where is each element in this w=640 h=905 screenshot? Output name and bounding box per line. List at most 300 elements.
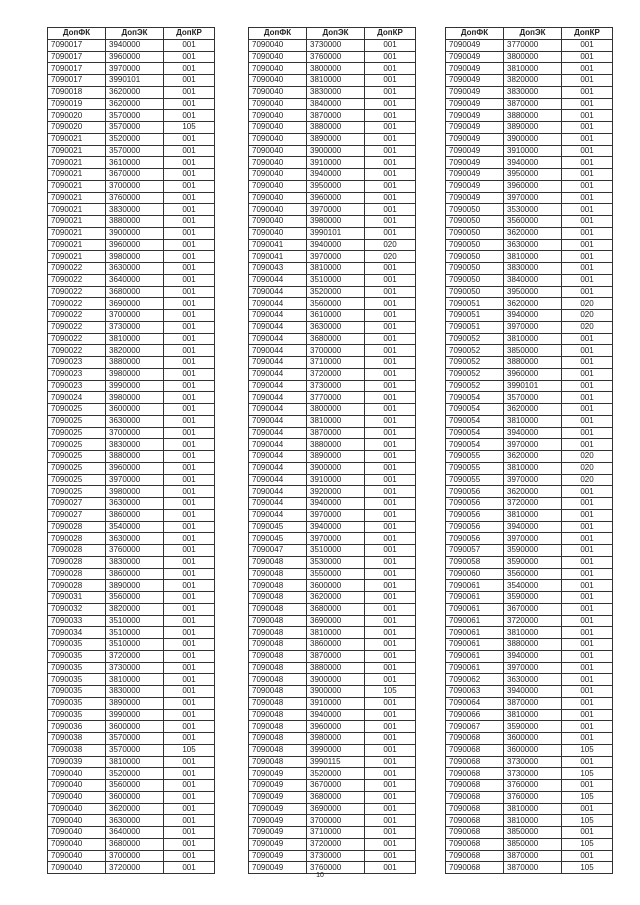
cell-dopfk: 7090044 [249, 474, 307, 486]
table-row [48, 521, 215, 533]
table-row [48, 380, 215, 392]
cell-dopkr: 001 [365, 157, 416, 169]
cell-dopek: 3620000 [307, 592, 365, 604]
table-row [249, 615, 416, 627]
cell-dopkr: 001 [365, 227, 416, 239]
cell-dopfk: 7090054 [446, 439, 504, 451]
header-row [249, 28, 416, 40]
table-row [48, 791, 215, 803]
cell-dopkr: 105 [164, 744, 215, 756]
table-row [446, 345, 613, 357]
cell-dopfk: 7090021 [48, 227, 106, 239]
cell-dopfk: 7090048 [249, 592, 307, 604]
cell-dopfk: 7090054 [446, 404, 504, 416]
cell-dopkr: 001 [164, 204, 215, 216]
cell-dopek: 3940000 [307, 169, 365, 181]
table-row [446, 368, 613, 380]
table-row [446, 592, 613, 604]
cell-dopek: 3810000 [504, 803, 562, 815]
cell-dopfk: 7090049 [446, 145, 504, 157]
cell-dopek: 3620000 [504, 486, 562, 498]
cell-dopkr: 001 [365, 815, 416, 827]
cell-dopfk: 7090040 [249, 98, 307, 110]
cell-dopek: 3600000 [106, 721, 164, 733]
cell-dopek: 3510000 [106, 627, 164, 639]
cell-dopek: 3870000 [307, 427, 365, 439]
cell-dopek: 3720000 [504, 615, 562, 627]
header-dopkr: ДопКР [365, 28, 416, 40]
table-row [48, 345, 215, 357]
cell-dopek: 3960000 [106, 462, 164, 474]
cell-dopek: 3970000 [307, 204, 365, 216]
cell-dopfk: 7090040 [48, 780, 106, 792]
table-row [249, 298, 416, 310]
cell-dopek: 3920000 [307, 486, 365, 498]
cell-dopfk: 7090063 [446, 686, 504, 698]
cell-dopek: 3990101 [307, 227, 365, 239]
table-row [48, 744, 215, 756]
cell-dopfk: 7090045 [249, 521, 307, 533]
cell-dopek: 3700000 [106, 180, 164, 192]
table-row [48, 686, 215, 698]
cell-dopfk: 7090040 [249, 63, 307, 75]
table-row [48, 850, 215, 862]
cell-dopek: 3670000 [307, 780, 365, 792]
table-row [446, 51, 613, 63]
table-row [446, 521, 613, 533]
cell-dopek: 3940000 [504, 157, 562, 169]
cell-dopkr: 001 [562, 827, 613, 839]
table-row [446, 662, 613, 674]
table-row [48, 75, 215, 87]
cell-dopek: 3940000 [106, 39, 164, 51]
cell-dopkr: 001 [562, 639, 613, 651]
cell-dopek: 3960000 [307, 721, 365, 733]
cell-dopfk: 7090025 [48, 486, 106, 498]
cell-dopfk: 7090052 [446, 345, 504, 357]
cell-dopkr: 001 [365, 498, 416, 510]
cell-dopkr: 001 [562, 345, 613, 357]
cell-dopfk: 7090061 [446, 650, 504, 662]
cell-dopkr: 001 [164, 216, 215, 228]
table-row [446, 545, 613, 557]
cell-dopek: 3900000 [307, 462, 365, 474]
cell-dopfk: 7090048 [249, 674, 307, 686]
cell-dopfk: 7090025 [48, 404, 106, 416]
cell-dopek: 3720000 [106, 862, 164, 874]
cell-dopek: 3900000 [504, 133, 562, 145]
cell-dopfk: 7090028 [48, 568, 106, 580]
cell-dopfk: 7090049 [446, 122, 504, 134]
cell-dopek: 3860000 [307, 639, 365, 651]
cell-dopkr: 001 [562, 169, 613, 181]
cell-dopkr: 105 [562, 862, 613, 874]
cell-dopkr: 001 [365, 533, 416, 545]
cell-dopkr: 001 [365, 204, 416, 216]
cell-dopek: 3720000 [106, 650, 164, 662]
table-row [249, 791, 416, 803]
cell-dopfk: 7090068 [446, 815, 504, 827]
cell-dopkr: 001 [164, 110, 215, 122]
cell-dopfk: 7090055 [446, 462, 504, 474]
cell-dopfk: 7090041 [249, 251, 307, 263]
cell-dopek: 3870000 [504, 697, 562, 709]
table-row [249, 838, 416, 850]
cell-dopkr: 001 [562, 227, 613, 239]
cell-dopkr: 001 [164, 639, 215, 651]
cell-dopek: 3970000 [106, 63, 164, 75]
cell-dopek: 3700000 [307, 815, 365, 827]
cell-dopfk: 7090021 [48, 180, 106, 192]
cell-dopkr: 001 [562, 509, 613, 521]
cell-dopek: 3950000 [504, 169, 562, 181]
cell-dopek: 3810000 [307, 263, 365, 275]
table-row [48, 392, 215, 404]
cell-dopfk: 7090040 [249, 216, 307, 228]
cell-dopek: 3730000 [504, 768, 562, 780]
cell-dopfk: 7090054 [446, 415, 504, 427]
cell-dopek: 3960000 [504, 180, 562, 192]
cell-dopek: 3860000 [106, 509, 164, 521]
cell-dopkr: 001 [164, 838, 215, 850]
table-row [48, 556, 215, 568]
cell-dopfk: 7090055 [446, 451, 504, 463]
cell-dopkr: 001 [562, 803, 613, 815]
cell-dopfk: 7090040 [249, 157, 307, 169]
cell-dopfk: 7090044 [249, 486, 307, 498]
cell-dopek: 3910000 [307, 157, 365, 169]
header-dopfk: ДопФК [446, 28, 504, 40]
cell-dopek: 3810000 [504, 251, 562, 263]
cell-dopek: 3830000 [307, 86, 365, 98]
table-row [249, 521, 416, 533]
cell-dopkr: 001 [562, 239, 613, 251]
cell-dopek: 3940000 [504, 521, 562, 533]
cell-dopkr: 020 [365, 251, 416, 263]
cell-dopkr: 001 [164, 486, 215, 498]
cell-dopkr: 001 [365, 439, 416, 451]
cell-dopfk: 7090044 [249, 321, 307, 333]
table-row [48, 110, 215, 122]
cell-dopek: 3900000 [307, 145, 365, 157]
cell-dopfk: 7090048 [249, 603, 307, 615]
cell-dopfk: 7090021 [48, 239, 106, 251]
cell-dopek: 3770000 [504, 39, 562, 51]
cell-dopfk: 7090049 [249, 827, 307, 839]
cell-dopek: 3940000 [307, 498, 365, 510]
cell-dopkr: 001 [164, 650, 215, 662]
table-row [446, 533, 613, 545]
table-row [48, 368, 215, 380]
table-row [48, 427, 215, 439]
cell-dopek: 3880000 [504, 639, 562, 651]
cell-dopkr: 001 [164, 415, 215, 427]
cell-dopek: 3510000 [106, 615, 164, 627]
table-row [446, 568, 613, 580]
cell-dopkr: 001 [562, 204, 613, 216]
cell-dopfk: 7090044 [249, 462, 307, 474]
cell-dopek: 3810000 [504, 815, 562, 827]
cell-dopfk: 7090027 [48, 509, 106, 521]
cell-dopek: 3810000 [106, 333, 164, 345]
cell-dopfk: 7090023 [48, 368, 106, 380]
cell-dopfk: 7090038 [48, 733, 106, 745]
table-row [48, 615, 215, 627]
cell-dopek: 3890000 [307, 451, 365, 463]
cell-dopkr: 001 [365, 768, 416, 780]
table-row [446, 427, 613, 439]
cell-dopfk: 7090049 [446, 86, 504, 98]
cell-dopkr: 001 [365, 368, 416, 380]
header-dopfk: ДопФК [249, 28, 307, 40]
cell-dopfk: 7090035 [48, 709, 106, 721]
cell-dopfk: 7090056 [446, 533, 504, 545]
cell-dopfk: 7090049 [446, 192, 504, 204]
cell-dopek: 3560000 [504, 216, 562, 228]
table-row [446, 251, 613, 263]
cell-dopkr: 001 [562, 427, 613, 439]
cell-dopfk: 7090033 [48, 615, 106, 627]
cell-dopkr: 001 [562, 415, 613, 427]
cell-dopfk: 7090048 [249, 756, 307, 768]
page-number: 10 [316, 872, 324, 879]
cell-dopfk: 7090049 [446, 98, 504, 110]
cell-dopek: 3520000 [307, 768, 365, 780]
cell-dopkr: 001 [562, 756, 613, 768]
cell-dopfk: 7090050 [446, 216, 504, 228]
table-row [48, 697, 215, 709]
cell-dopfk: 7090018 [48, 86, 106, 98]
cell-dopek: 3620000 [106, 803, 164, 815]
cell-dopek: 3900000 [307, 674, 365, 686]
cell-dopfk: 7090050 [446, 274, 504, 286]
cell-dopfk: 7090068 [446, 780, 504, 792]
cell-dopkr: 001 [164, 462, 215, 474]
cell-dopfk: 7090025 [48, 474, 106, 486]
cell-dopkr: 001 [365, 274, 416, 286]
table-row [249, 321, 416, 333]
cell-dopek: 3880000 [106, 357, 164, 369]
cell-dopfk: 7090044 [249, 427, 307, 439]
cell-dopkr: 001 [164, 333, 215, 345]
table-row [48, 627, 215, 639]
cell-dopek: 3950000 [307, 180, 365, 192]
cell-dopkr: 001 [365, 380, 416, 392]
cell-dopek: 3700000 [106, 427, 164, 439]
cell-dopfk: 7090066 [446, 709, 504, 721]
cell-dopkr: 001 [562, 392, 613, 404]
table-row [446, 451, 613, 463]
table-row [48, 86, 215, 98]
table-row [446, 639, 613, 651]
table-row [48, 415, 215, 427]
cell-dopkr: 001 [164, 239, 215, 251]
table-row [48, 733, 215, 745]
cell-dopfk: 7090049 [446, 39, 504, 51]
cell-dopkr: 001 [164, 580, 215, 592]
cell-dopkr: 001 [164, 592, 215, 604]
cell-dopfk: 7090044 [249, 380, 307, 392]
cell-dopfk: 7090017 [48, 39, 106, 51]
cell-dopfk: 7090049 [249, 862, 307, 874]
cell-dopek: 3910000 [307, 474, 365, 486]
table-row [48, 439, 215, 451]
cell-dopkr: 001 [562, 192, 613, 204]
table-row [249, 533, 416, 545]
cell-dopfk: 7090048 [249, 556, 307, 568]
table-row [249, 744, 416, 756]
cell-dopfk: 7090044 [249, 298, 307, 310]
cell-dopek: 3680000 [307, 333, 365, 345]
table-row [48, 333, 215, 345]
table-row [48, 310, 215, 322]
cell-dopfk: 7090054 [446, 427, 504, 439]
cell-dopkr: 001 [164, 392, 215, 404]
cell-dopfk: 7090021 [48, 169, 106, 181]
table-row [446, 768, 613, 780]
cell-dopkr: 001 [562, 274, 613, 286]
cell-dopfk: 7090035 [48, 639, 106, 651]
cell-dopkr: 001 [562, 721, 613, 733]
cell-dopkr: 001 [164, 768, 215, 780]
cell-dopfk: 7090044 [249, 310, 307, 322]
table-row [249, 98, 416, 110]
cell-dopfk: 7090044 [249, 392, 307, 404]
cell-dopfk: 7090049 [446, 157, 504, 169]
table-row [249, 509, 416, 521]
cell-dopkr: 001 [365, 780, 416, 792]
cell-dopfk: 7090068 [446, 768, 504, 780]
cell-dopkr: 001 [365, 333, 416, 345]
table-row [249, 686, 416, 698]
table-row [446, 192, 613, 204]
cell-dopek: 3590000 [504, 721, 562, 733]
cell-dopek: 3810000 [307, 75, 365, 87]
cell-dopkr: 001 [365, 791, 416, 803]
cell-dopkr: 001 [562, 662, 613, 674]
cell-dopek: 3680000 [106, 286, 164, 298]
table-row [249, 286, 416, 298]
cell-dopek: 3970000 [307, 509, 365, 521]
cell-dopek: 3690000 [307, 803, 365, 815]
table-row [48, 39, 215, 51]
table-row [446, 603, 613, 615]
cell-dopfk: 7090021 [48, 192, 106, 204]
cell-dopfk: 7090049 [249, 780, 307, 792]
header-dopfk: ДопФК [48, 28, 106, 40]
cell-dopkr: 001 [164, 556, 215, 568]
cell-dopkr: 001 [562, 368, 613, 380]
cell-dopfk: 7090050 [446, 204, 504, 216]
table-row [446, 780, 613, 792]
table-row [446, 815, 613, 827]
cell-dopfk: 7090040 [48, 838, 106, 850]
table-row [446, 627, 613, 639]
table-row [249, 169, 416, 181]
table-row [249, 427, 416, 439]
cell-dopfk: 7090028 [48, 545, 106, 557]
data-table-left [47, 27, 215, 874]
cell-dopkr: 001 [365, 122, 416, 134]
table-row [446, 169, 613, 181]
cell-dopek: 3970000 [307, 251, 365, 263]
table-row [446, 180, 613, 192]
cell-dopkr: 001 [365, 110, 416, 122]
cell-dopfk: 7090060 [446, 568, 504, 580]
cell-dopfk: 7090017 [48, 51, 106, 63]
cell-dopek: 3850000 [504, 345, 562, 357]
cell-dopkr: 001 [164, 697, 215, 709]
cell-dopek: 3980000 [106, 251, 164, 263]
table-row [249, 251, 416, 263]
cell-dopkr: 001 [164, 780, 215, 792]
cell-dopfk: 7090049 [249, 815, 307, 827]
cell-dopek: 3890000 [106, 697, 164, 709]
table-row [446, 380, 613, 392]
cell-dopek: 3600000 [504, 733, 562, 745]
cell-dopek: 3630000 [106, 815, 164, 827]
cell-dopek: 3990000 [307, 744, 365, 756]
table-row [249, 780, 416, 792]
cell-dopek: 3620000 [504, 404, 562, 416]
cell-dopek: 3560000 [504, 568, 562, 580]
cell-dopkr: 001 [164, 321, 215, 333]
table-row [446, 474, 613, 486]
cell-dopek: 3970000 [504, 662, 562, 674]
cell-dopkr: 001 [562, 263, 613, 275]
table-row [446, 556, 613, 568]
cell-dopkr: 001 [164, 815, 215, 827]
table-row [446, 803, 613, 815]
cell-dopfk: 7090048 [249, 650, 307, 662]
cell-dopek: 3760000 [504, 791, 562, 803]
table-row [446, 310, 613, 322]
cell-dopek: 3960000 [504, 368, 562, 380]
cell-dopfk: 7090040 [249, 192, 307, 204]
cell-dopkr: 001 [562, 51, 613, 63]
table-row [446, 239, 613, 251]
table-row [249, 827, 416, 839]
table-row [249, 180, 416, 192]
cell-dopkr: 001 [365, 744, 416, 756]
cell-dopfk: 7090040 [249, 39, 307, 51]
cell-dopek: 3810000 [504, 415, 562, 427]
cell-dopek: 3870000 [504, 850, 562, 862]
table-row [249, 333, 416, 345]
table-row [446, 838, 613, 850]
cell-dopek: 3560000 [307, 298, 365, 310]
cell-dopfk: 7090044 [249, 368, 307, 380]
cell-dopek: 3870000 [504, 98, 562, 110]
table-row [446, 697, 613, 709]
cell-dopkr: 001 [365, 709, 416, 721]
cell-dopek: 3630000 [504, 239, 562, 251]
table-row [48, 157, 215, 169]
cell-dopfk: 7090040 [249, 204, 307, 216]
table-row [249, 803, 416, 815]
table-row [48, 286, 215, 298]
cell-dopkr: 001 [365, 427, 416, 439]
cell-dopfk: 7090048 [249, 639, 307, 651]
cell-dopkr: 001 [164, 357, 215, 369]
cell-dopek: 3530000 [504, 204, 562, 216]
cell-dopek: 3730000 [106, 662, 164, 674]
cell-dopkr: 001 [562, 380, 613, 392]
table-row [249, 603, 416, 615]
cell-dopek: 3840000 [504, 274, 562, 286]
cell-dopfk: 7090032 [48, 603, 106, 615]
cell-dopkr: 001 [562, 580, 613, 592]
